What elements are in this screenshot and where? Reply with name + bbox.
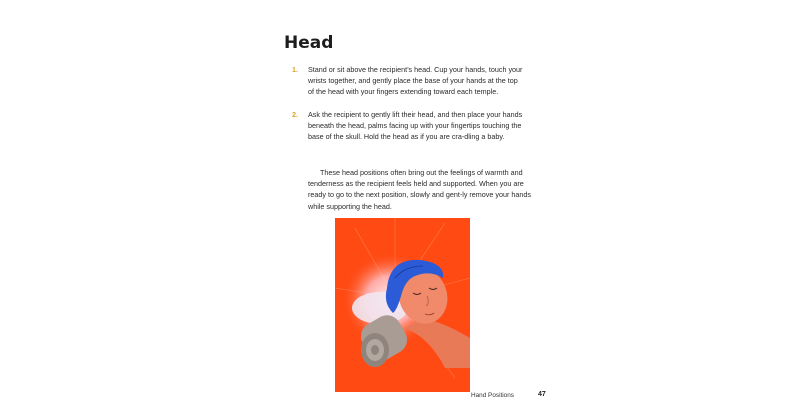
step-text: Stand or sit above the recipient’s head. Cup your hands, touch your wrists together, and gently place the base of your hands at the top of the head with your fingers extending toward each temple. bbox=[308, 65, 523, 97]
head-position-illustration bbox=[335, 218, 470, 392]
step-text: Ask the recipient to gently lift their head, and then place your hands beneath the head, palms facing up with your fingertips touching the base of the skull. Hold the head as if you are cra-dling a baby. bbox=[308, 109, 523, 142]
page-heading: Head bbox=[284, 33, 334, 53]
instruction-list bbox=[292, 64, 524, 153]
page-number: 47 bbox=[538, 391, 546, 398]
instruction-step-1 bbox=[292, 64, 524, 98]
instruction-step-2 bbox=[292, 109, 524, 143]
step-number: 1. bbox=[292, 65, 298, 74]
footer-section-title: Hand Positions bbox=[471, 392, 514, 399]
body-paragraph: These head positions often bring out the feelings of warmth and tenderness as the recipient feels held and supported. When you are ready to go to the next position, slowly and gent-ly remove your hands while supporting the head. bbox=[308, 168, 531, 211]
step-number: 2. bbox=[292, 109, 298, 119]
illustration-svg bbox=[335, 218, 470, 392]
